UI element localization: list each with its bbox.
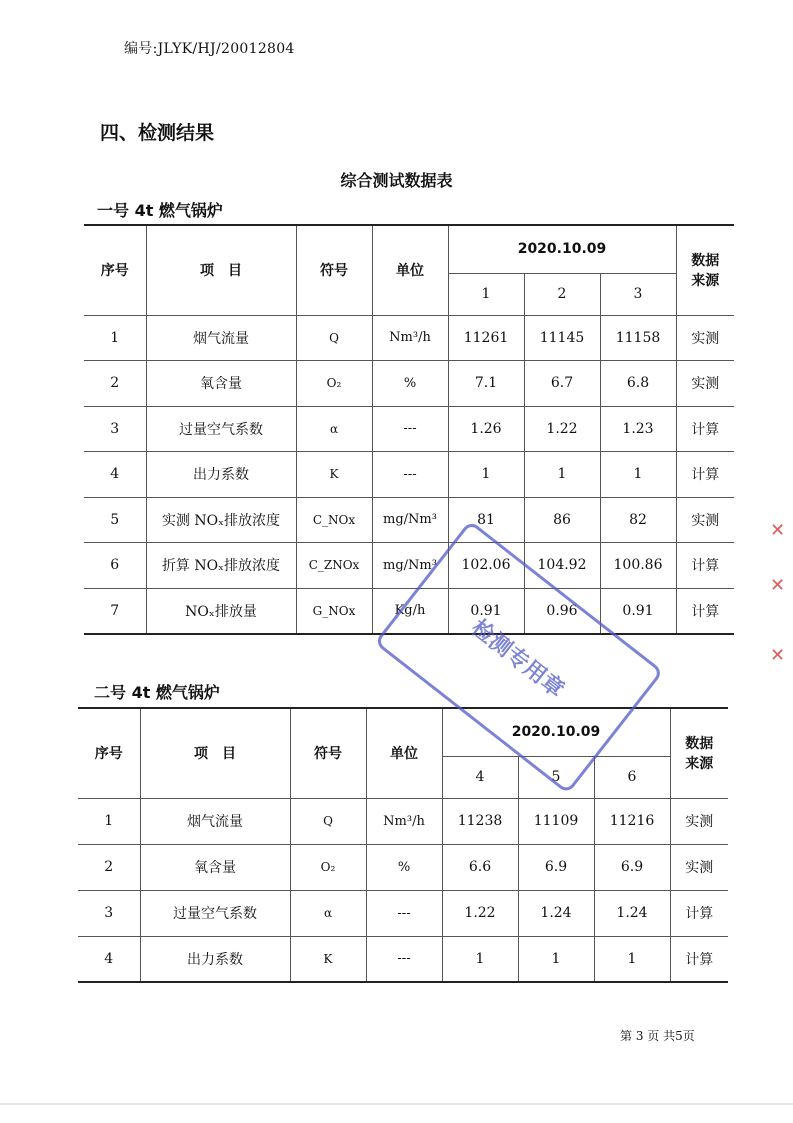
row-source: 实测 [670,844,728,890]
row-unit: mg/Nm³ [372,543,448,589]
row-seq: 7 [84,588,146,634]
header-row [84,225,734,273]
row-symbol: G_NOx [296,588,372,634]
row-symbol: O₂ [296,361,372,407]
row-seq: 1 [78,798,140,844]
boiler-2-title: 二号 4t 燃气锅炉 [94,683,220,702]
row-value-1: 1 [448,452,524,498]
stamp-text: 检测专用章 [466,615,569,703]
row-source: 计算 [676,588,734,634]
boiler-2-data-table [78,707,728,983]
row-symbol: Q [296,315,372,361]
header-item: 项 目 [146,225,296,315]
row-source: 实测 [676,361,734,407]
scan-edge-line [0,1103,793,1105]
row-unit: Nm³/h [372,315,448,361]
row-source: 实测 [670,798,728,844]
header-seq: 序号 [84,225,146,315]
row-value-1: 102.06 [448,543,524,589]
row-seq: 1 [84,315,146,361]
row-item: 实测 NOₓ排放浓度 [146,497,296,543]
row-value-1: 11261 [448,315,524,361]
row-item: 氧含量 [146,361,296,407]
row-value-2: 104.92 [524,543,600,589]
row-seq: 4 [78,936,140,982]
table-row [78,936,728,982]
header-source: 数据 来源 [670,708,728,798]
row-value-2: 86 [524,497,600,543]
row-value-3: 11216 [594,798,670,844]
row-item: 折算 NOₓ排放浓度 [146,543,296,589]
row-item: 出力系数 [146,452,296,498]
section-title: 四、检测结果 [100,122,215,144]
header-unit: 单位 [366,708,442,798]
header-unit: 单位 [372,225,448,315]
row-value-3: 1.23 [600,406,676,452]
row-item: 过量空气系数 [146,406,296,452]
header-run-1: 1 [448,273,524,315]
row-value-3: 1 [594,936,670,982]
row-symbol: K [296,452,372,498]
row-source: 计算 [676,543,734,589]
row-unit: % [366,844,442,890]
header-run-1: 4 [442,756,518,798]
row-symbol: C_ZNOx [296,543,372,589]
row-value-2: 1 [524,452,600,498]
row-value-1: 0.91 [448,588,524,634]
edge-seal-mark-2: ✕ [770,575,786,596]
row-unit: Kg/h [372,588,448,634]
row-unit: --- [372,452,448,498]
row-source: 计算 [676,452,734,498]
row-symbol: Q [290,798,366,844]
row-value-2: 1.22 [524,406,600,452]
row-symbol: α [290,890,366,936]
table-row [84,543,734,589]
row-unit: --- [372,406,448,452]
header-run-3: 3 [600,273,676,315]
row-value-3: 1 [600,452,676,498]
row-unit: % [372,361,448,407]
row-seq: 4 [84,452,146,498]
row-value-2: 0.96 [524,588,600,634]
row-source: 计算 [670,890,728,936]
header-seq: 序号 [78,708,140,798]
row-unit: --- [366,890,442,936]
row-value-1: 81 [448,497,524,543]
row-value-3: 0.91 [600,588,676,634]
row-item: 氧含量 [140,844,290,890]
row-symbol: α [296,406,372,452]
row-value-2: 11109 [518,798,594,844]
row-seq: 5 [84,497,146,543]
header-symbol: 符号 [296,225,372,315]
edge-seal-mark-1: ✕ [770,520,786,541]
row-value-1: 11238 [442,798,518,844]
row-value-1: 6.6 [442,844,518,890]
row-source: 计算 [676,406,734,452]
boiler-1-title: 一号 4t 燃气锅炉 [97,201,223,220]
row-item: 出力系数 [140,936,290,982]
row-value-2: 1 [518,936,594,982]
boiler-1-data-table [84,224,734,635]
row-unit: mg/Nm³ [372,497,448,543]
row-value-3: 6.8 [600,361,676,407]
header-source: 数据 来源 [676,225,734,315]
table-row [84,497,734,543]
row-item: NOₓ排放量 [146,588,296,634]
table-row [84,588,734,634]
header-item: 项 目 [140,708,290,798]
row-value-1: 7.1 [448,361,524,407]
row-seq: 3 [78,890,140,936]
row-seq: 6 [84,543,146,589]
table-row [84,406,734,452]
header-run-3: 6 [594,756,670,798]
document-number: 编号:JLYK/HJ/20012804 [124,41,295,57]
row-value-1: 1.22 [442,890,518,936]
row-source: 计算 [670,936,728,982]
header-symbol: 符号 [290,708,366,798]
row-value-2: 11145 [524,315,600,361]
row-seq: 2 [84,361,146,407]
table-title: 综合测试数据表 [340,171,453,190]
row-value-3: 100.86 [600,543,676,589]
header-row [78,708,728,756]
row-value-1: 1 [442,936,518,982]
row-symbol: C_NOx [296,497,372,543]
row-item: 过量空气系数 [140,890,290,936]
row-source: 实测 [676,315,734,361]
table-row [78,890,728,936]
table-row [78,798,728,844]
table-row [84,315,734,361]
row-value-3: 82 [600,497,676,543]
row-value-1: 1.26 [448,406,524,452]
row-item: 烟气流量 [146,315,296,361]
edge-seal-mark-3: ✕ [770,645,786,666]
header-run-2: 5 [518,756,594,798]
row-value-3: 11158 [600,315,676,361]
page-footer: 第 3 页 共5页 [620,1029,695,1043]
row-value-3: 1.24 [594,890,670,936]
header-date: 2020.10.09 [442,708,670,756]
row-unit: Nm³/h [366,798,442,844]
row-seq: 3 [84,406,146,452]
row-value-2: 1.24 [518,890,594,936]
header-date: 2020.10.09 [448,225,676,273]
table-row [84,452,734,498]
row-value-2: 6.9 [518,844,594,890]
table-row [78,844,728,890]
row-source: 实测 [676,497,734,543]
header-run-2: 2 [524,273,600,315]
row-item: 烟气流量 [140,798,290,844]
row-symbol: O₂ [290,844,366,890]
row-seq: 2 [78,844,140,890]
row-value-3: 6.9 [594,844,670,890]
row-symbol: K [290,936,366,982]
row-unit: --- [366,936,442,982]
row-value-2: 6.7 [524,361,600,407]
table-row [84,361,734,407]
